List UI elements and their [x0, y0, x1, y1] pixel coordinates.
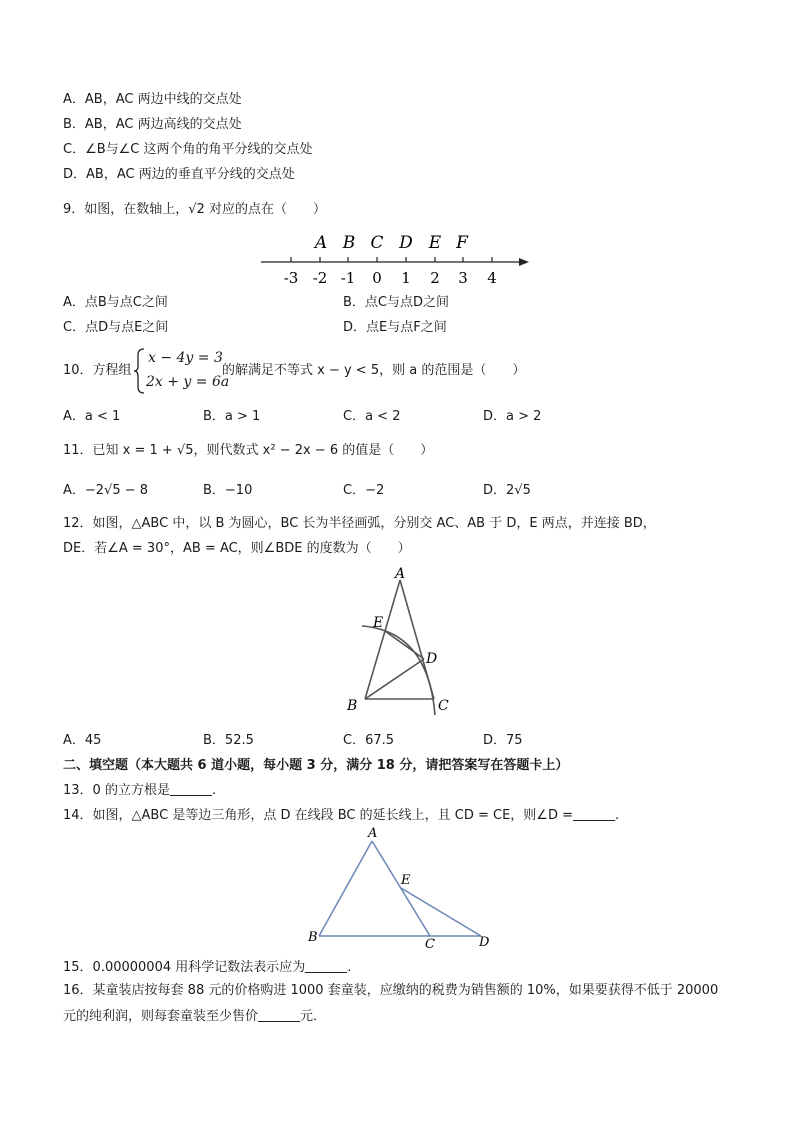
- vertex-label-e: E: [373, 615, 384, 631]
- q11-option-b: B．−10: [203, 483, 253, 498]
- tick-label: -2: [312, 269, 328, 287]
- point-label-c: C: [370, 233, 384, 253]
- q10-equation-1: x − 4y = 3: [148, 350, 223, 366]
- vertex-label-e: E: [401, 873, 411, 888]
- q15-end: .: [347, 960, 352, 975]
- q15-text: 15．0.00000004 用科学记数法表示应为: [63, 960, 306, 975]
- q10-option-d: D．a > 2: [483, 409, 542, 424]
- q12-line-1: 12．如图，△ABC 中，以 B 为圆心，BC 长为半径画弧，分别交 AC、AB 于 D，E 两点，并连接 BD，: [63, 516, 656, 531]
- q13-text: 13．0 的立方根是: [63, 783, 170, 798]
- point-label-a: A: [314, 233, 328, 253]
- vertex-label-b: B: [347, 698, 358, 714]
- vertex-label-a: A: [368, 826, 378, 841]
- vertex-label-d: D: [479, 935, 490, 950]
- vertex-label-c: C: [438, 698, 449, 714]
- q15-line: [63, 958, 351, 977]
- q8-option-a: A．AB，AC 两边中线的交点处: [63, 92, 242, 107]
- tick-label: 0: [372, 269, 382, 287]
- answer-blank[interactable]: [305, 958, 347, 973]
- q10-equation-2: 2x + y = 6a: [146, 374, 230, 390]
- tick-label: 4: [487, 269, 497, 287]
- point-label-f: F: [456, 233, 468, 253]
- answer-blank[interactable]: [573, 806, 615, 821]
- q16-text: 元的纯利润，则每套童装至少售价: [63, 1009, 259, 1024]
- q14-text: 14．如图，△ABC 是等边三角形，点 D 在线段 BC 的延长线上，且 CD = CE，则∠D =: [63, 808, 573, 823]
- answer-blank[interactable]: [170, 781, 212, 796]
- answer-blank[interactable]: [258, 1007, 300, 1022]
- q13-end: .: [211, 783, 217, 798]
- q9-option-a: A．点B与点C之间: [63, 295, 168, 310]
- q8-option-d: D．AB，AC 两边的垂直平分线的交点处: [63, 167, 295, 182]
- q16-line-2: [63, 1007, 326, 1026]
- q12-option-c: C．67.5: [343, 733, 395, 748]
- q16-end: 元．: [300, 1009, 327, 1024]
- tick-label: -1: [340, 269, 356, 287]
- q11-option-c: C．−2: [343, 483, 385, 498]
- vertex-label-a: A: [395, 566, 406, 582]
- q12-line-2: DE．若∠A = 30°，AB = AC，则∠BDE 的度数为（ ）: [63, 541, 411, 556]
- section-heading: 二、填空题（本大题共 6 道小题，每小题 3 分，满分 18 分，请把答案写在答题卡上）: [63, 758, 569, 773]
- segment-ab: [365, 580, 400, 699]
- equilateral-triangle-figure: [305, 826, 495, 950]
- number-line-arrow: [519, 258, 529, 266]
- q14-line: [63, 806, 619, 825]
- q9-option-d: D．点E与点F之间: [343, 320, 447, 335]
- number-line-figure: [255, 228, 535, 290]
- q13-line: [63, 781, 216, 800]
- q12-option-a: A．45: [63, 733, 102, 748]
- q12-option-b: B．52.5: [203, 733, 254, 748]
- q10-option-c: C．a < 2: [343, 409, 401, 424]
- q16-line-1: 16．某童装店按每套 88 元的价格购进 1000 套童装，应缴纳的税费为销售额的 10%，如果要获得不低于 20000: [63, 983, 719, 998]
- q8-option-c: C．∠B与∠C 这两个角的角平分线的交点处: [63, 142, 313, 157]
- q10-prefix: 10．方程组: [63, 363, 132, 378]
- q8-option-b: B．AB，AC 两边高线的交点处: [63, 117, 242, 132]
- q10-option-a: A．a < 1: [63, 409, 121, 424]
- vertex-label-c: C: [425, 937, 435, 950]
- vertex-label-b: B: [308, 930, 318, 945]
- q14-end: .: [615, 808, 620, 823]
- point-label-b: B: [342, 233, 356, 253]
- q9-option-c: C．点D与点E之间: [63, 320, 169, 335]
- tick-label: 2: [430, 269, 440, 287]
- q11-stem: 11．已知 x = 1 + √5，则代数式 x² − 2x − 6 的值是（ ）: [63, 443, 434, 458]
- point-label-e: E: [428, 233, 442, 253]
- q11-option-a: A．−2√5 − 8: [63, 483, 149, 498]
- q9-stem: 9．如图，在数轴上，√2 对应的点在（ ）: [63, 202, 326, 217]
- vertex-label-d: D: [426, 651, 438, 667]
- triangle-arc-figure: [335, 565, 465, 720]
- system-brace: [134, 347, 146, 395]
- tick-label: -3: [283, 269, 299, 287]
- q12-option-d: D．75: [483, 733, 523, 748]
- segment-ed: [401, 888, 481, 936]
- q9-option-b: B．点C与点D之间: [343, 295, 450, 310]
- segment-bd: [365, 659, 424, 699]
- q11-option-d: D．2√5: [483, 483, 531, 498]
- q10-suffix: 的解满足不等式 x − y < 5，则 a 的范围是（ ）: [222, 363, 526, 378]
- segment-ab: [319, 841, 372, 936]
- tick-label: 1: [401, 269, 411, 287]
- tick-label: 3: [458, 269, 468, 287]
- q10-option-b: B．a > 1: [203, 409, 261, 424]
- point-label-d: D: [399, 233, 413, 253]
